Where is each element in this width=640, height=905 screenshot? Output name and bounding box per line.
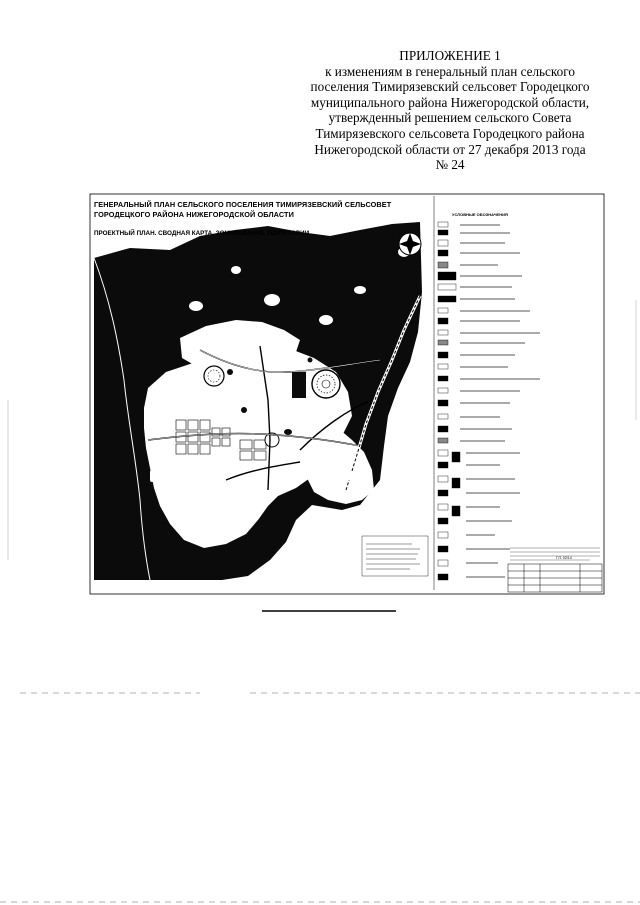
legend-text-lines [460,225,540,577]
appendix-line-2: к изменениям в генеральный план сельского [325,63,575,79]
inset-legend [362,536,428,576]
appendix-line-7: Нижегородской области от 27 декабря 2013 года [314,141,586,157]
compass-rose [399,233,421,255]
appendix-title: ПРИЛОЖЕНИЕ 1 [399,48,501,63]
title-stamp [508,564,602,592]
appendix-line-5: утвержденный решением сельского Совета [328,110,572,126]
appendix-line-4: муниципального района Нижегородской области, [310,94,590,110]
stamp-code: Г.П. 02/14 [556,556,572,560]
legend-symbols [438,222,460,580]
appendix-line-3: поселения Тимирязевский сельсовет Городецкого [310,79,590,95]
map-title [94,200,391,220]
legend-title: УСЛОВНЫЕ ОБОЗНАЧЕНИЯ [452,212,508,217]
appendix-line-6: Тимирязевского сельсовета Городецкого района [315,125,585,141]
appendix-number: № 24 [435,157,465,173]
scan-dashes [0,693,640,902]
map-subtitle: ПРОЕКТНЫЙ ПЛАН. СВОДНАЯ КАРТА. ЗОНИРОВАНИЕ ТЕРРИТОРИИ [94,230,310,237]
notes-block [510,548,600,560]
map-title-line-1: ГЕНЕРАЛЬНЫЙ ПЛАН СЕЛЬСКОГО ПОСЕЛЕНИЯ ТИМИРЯЗЕВСКИЙ СЕЛЬСОВЕТ [94,200,392,209]
map-title-line-2: ГОРОДЕЦКОГО РАЙОНА НИЖЕГОРОДСКОЙ ОБЛАСТИ [94,210,294,219]
